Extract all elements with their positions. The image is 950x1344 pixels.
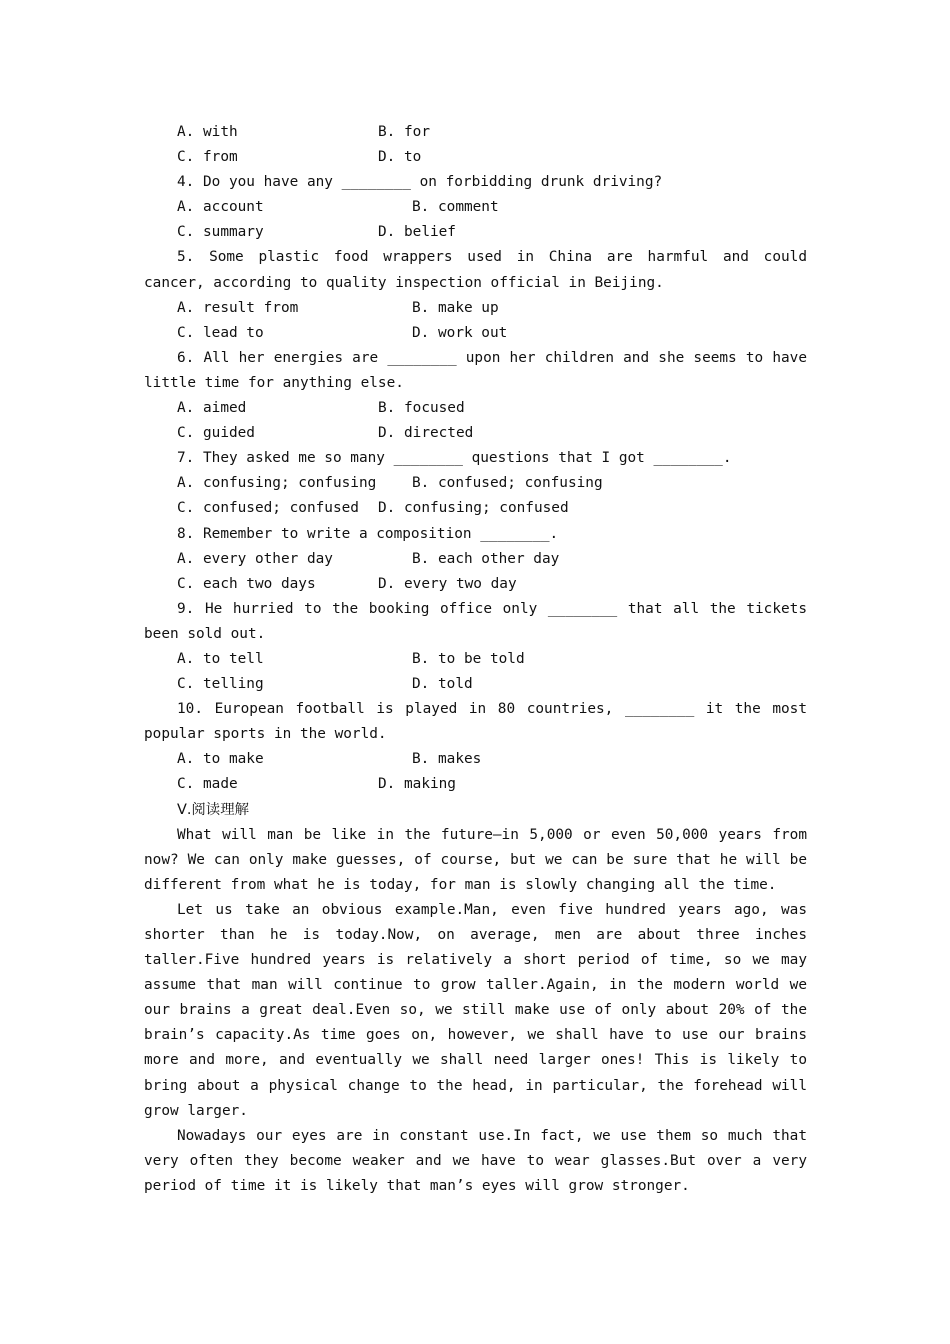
option-right: B. to be told [412,650,525,667]
option-right: B. focused [378,400,465,417]
option-left: A. every other day [177,550,333,567]
option-left: C. telling [177,676,264,693]
option-left: A. with [177,124,238,140]
paragraph-line: shorter than he is today.Now, on average, men are about three inches [144,927,807,943]
paragraph-first-line: 5. Some plastic food wrappers used in China are harmful and could [177,249,807,266]
paragraph-last-line: grow larger. [144,1102,248,1119]
paragraph-first-line: Let us take an obvious example.Man, even five hundred years ago, was [177,901,807,918]
option-left: C. from [177,149,238,166]
paragraph-line: our brains a great deal.Even so, we still make use of only about 20% of the [144,1002,807,1019]
text-line [144,873,807,898]
option-right: D. belief [378,224,456,241]
paragraph-line: assume that man will continue to grow taller.Again, in the modern world we [144,977,807,994]
option-right: B. makes [412,751,482,768]
option-row [144,772,807,797]
paragraph-line: more and more, and eventually we shall need larger ones! This is likely to [144,1052,807,1069]
paragraph-line: bring about a physical change to the head, in particular, the forehead will [144,1077,807,1094]
option-left: C. summary [177,224,264,241]
option-row [144,672,807,697]
document-page [144,120,807,1199]
option-right: D. told [412,676,473,693]
option-right: B. each other day [412,550,560,567]
paragraph-line: taller.Five hundred years is relatively a short period of time, so we may [144,952,807,969]
text-line [144,898,807,923]
option-right: D. directed [378,425,474,442]
section-heading: Ⅴ.阅读理解 [177,801,249,818]
text-line [144,1074,807,1099]
option-left: A. account [177,199,264,216]
option-left: C. lead to [177,324,264,341]
paragraph-first-line: Nowadays our eyes are in constant use.In fact, we use them so much that [177,1127,807,1144]
text-line [144,622,807,647]
text-line [144,1099,807,1124]
text-line [144,597,807,622]
option-row [144,195,807,220]
option-row [144,647,807,672]
text-line [144,823,807,848]
paragraph-line: brain’s capacity.As time goes on, however, we shall have to use our brains [144,1027,807,1044]
option-row [144,496,807,521]
text-line [144,1174,807,1199]
text-line [144,998,807,1023]
option-row [144,321,807,346]
text-line [144,271,807,296]
option-left: A. result from [177,299,299,316]
text-line [144,1023,807,1048]
option-left: A. confusing; confusing [177,475,377,492]
text-line [144,722,807,747]
option-row [144,572,807,597]
option-row [144,747,807,772]
text-line [144,948,807,973]
option-row [144,120,807,145]
text-line [144,446,807,471]
question-text: 8. Remember to write a composition ________. [177,525,559,542]
paragraph-last-line: period of time it is likely that man’s eyes will grow stronger. [144,1177,690,1194]
text-line [144,1048,807,1073]
text-line [144,371,807,396]
option-row [144,220,807,245]
option-left: C. each two days [177,575,316,592]
option-right: D. to [378,149,422,166]
option-row [144,145,807,170]
option-row [144,421,807,446]
paragraph-last-line: little time for anything else. [144,374,404,391]
paragraph-last-line: different from what he is today, for man is slowly changing all the time. [144,876,777,893]
text-line [144,346,807,371]
text-line [144,1124,807,1149]
paragraph-first-line: 9. He hurried to the booking office only ________ that all the tickets [177,600,807,617]
option-right: D. every two day [378,575,517,592]
option-right: B. for [378,124,430,140]
option-right: D. work out [412,324,508,341]
option-row [144,396,807,421]
text-line [144,170,807,195]
text-line [144,245,807,270]
option-right: B. make up [412,299,499,316]
text-line [144,923,807,948]
option-right: D. making [378,776,456,793]
text-line [144,798,807,823]
paragraph-line: now? We can only make guesses, of course, but we can be sure that he will be [144,851,807,868]
paragraph-first-line: 10. European football is played in 80 countries, ________ it the most [177,701,807,718]
paragraph-last-line: cancer, according to quality inspection official in Beijing. [144,274,664,291]
paragraph-line: very often they become weaker and we have to wear glasses.But over a very [144,1152,807,1169]
option-left: C. confused; confused [177,500,359,517]
option-left: C. made [177,776,238,793]
paragraph-first-line: 6. All her energies are ________ upon her children and she seems to have [177,349,807,366]
paragraph-first-line: What will man be like in the future—in 5,000 or even 50,000 years from [177,826,807,843]
text-line [144,1149,807,1174]
option-row [144,296,807,321]
text-line [144,848,807,873]
option-row [144,471,807,496]
text-line [144,973,807,998]
paragraph-last-line: been sold out. [144,625,266,642]
question-text: 7. They asked me so many ________ questions that I got ________. [177,450,732,467]
option-left: C. guided [177,425,255,442]
paragraph-last-line: popular sports in the world. [144,726,387,743]
option-right: B. confused; confusing [412,475,603,492]
option-left: A. to tell [177,650,264,667]
option-left: A. aimed [177,400,247,417]
option-left: A. to make [177,751,264,768]
option-right: B. comment [412,199,499,216]
text-line [144,522,807,547]
question-text: 4. Do you have any ________ on forbidding drunk driving? [177,174,663,191]
text-line [144,697,807,722]
option-row [144,547,807,572]
option-right: D. confusing; confused [378,500,569,517]
